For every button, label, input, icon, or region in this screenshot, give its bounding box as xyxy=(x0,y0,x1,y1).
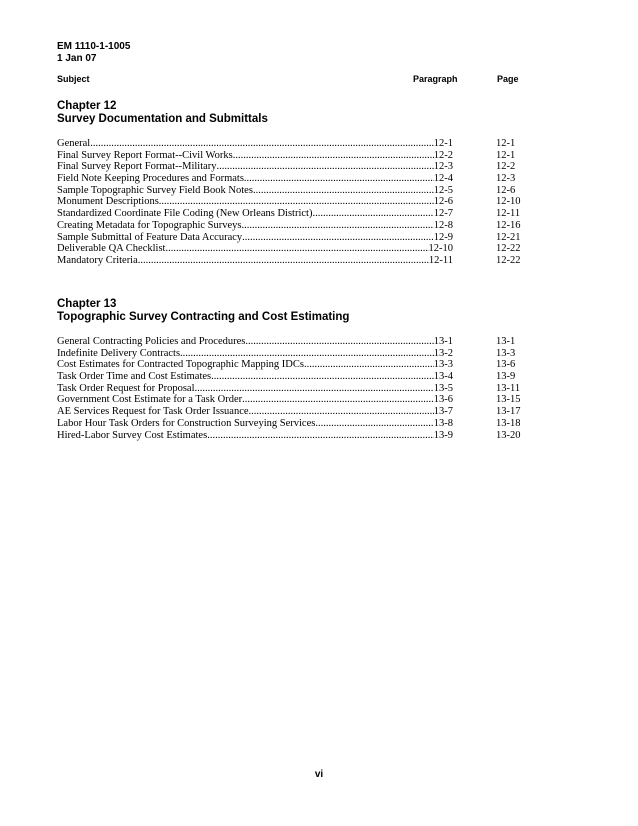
document-number: EM 1110-1-1005 xyxy=(57,41,131,52)
toc-entry xyxy=(57,220,527,232)
chapter-13-number: Chapter 13 xyxy=(57,298,117,310)
page-number: vi xyxy=(314,769,324,780)
toc-entry-paragraph: 13-8 xyxy=(433,417,453,429)
toc-entry-subject: Monument Descriptions xyxy=(57,196,159,208)
toc-entry xyxy=(57,243,527,255)
toc-entry-subject: Labor Hour Task Orders for Construction Surveying Services xyxy=(57,417,316,429)
toc-entry xyxy=(57,255,527,267)
toc-leader-dots xyxy=(315,418,433,430)
toc-entry-page: 12-3 xyxy=(496,173,516,185)
toc-leader-dots xyxy=(165,243,428,255)
toc-entry xyxy=(57,161,527,173)
toc-entry-page: 12-1 xyxy=(496,138,516,149)
chapter-12-number: Chapter 12 xyxy=(57,100,117,112)
toc-entry-subject: Standardized Coordinate File Coding (New Orleans District) xyxy=(57,208,313,220)
toc-entry-subject: Government Cost Estimate for a Task Order xyxy=(57,394,243,406)
toc-leader-dots xyxy=(242,220,434,232)
toc-leader-dots xyxy=(242,232,434,244)
toc-leader-dots xyxy=(217,161,434,173)
toc-entry-paragraph: 12-11 xyxy=(428,254,453,266)
toc-entry-paragraph: 12-9 xyxy=(433,231,453,243)
toc-entry xyxy=(57,336,527,348)
toc-entry-page: 12-22 xyxy=(496,243,521,255)
toc-entry-page: 13-1 xyxy=(496,336,516,347)
toc-entry-paragraph: 12-1 xyxy=(433,138,453,149)
toc-entry-subject: Sample Topographic Survey Field Book Notes xyxy=(57,184,253,196)
toc-entry-paragraph: 12-5 xyxy=(433,184,453,196)
chapter-13-title: Topographic Survey Contracting and Cost Estimating xyxy=(57,311,350,323)
toc-entry-subject: Final Survey Report Format--Civil Works xyxy=(57,149,233,161)
toc-entry-page: 13-15 xyxy=(496,394,521,406)
toc-entry-page: 13-9 xyxy=(496,371,516,383)
chapter-12-title: Survey Documentation and Submittals xyxy=(57,113,268,125)
toc-entry xyxy=(57,430,527,442)
toc-entry xyxy=(57,196,527,208)
toc-entry xyxy=(57,383,527,395)
toc-entry-page: 12-2 xyxy=(496,161,516,173)
toc-entry xyxy=(57,232,527,244)
toc-entry-page: 12-21 xyxy=(496,231,521,243)
toc-entry-paragraph: 13-7 xyxy=(433,406,453,418)
toc-entry-paragraph: 12-3 xyxy=(433,161,453,173)
toc-entry xyxy=(57,138,527,150)
toc-leader-dots xyxy=(90,138,434,150)
toc-entry-paragraph: 13-9 xyxy=(433,429,453,441)
toc-leader-dots xyxy=(253,185,434,197)
column-header-page: Page xyxy=(497,74,519,84)
toc-entry-paragraph: 12-2 xyxy=(433,149,453,161)
toc-entry xyxy=(57,359,527,371)
toc-entry-paragraph: 12-10 xyxy=(428,243,453,255)
toc-entry-paragraph: 13-4 xyxy=(433,371,453,383)
toc-entry-subject: Cost Estimates for Contracted Topographic Mapping IDCs xyxy=(57,359,304,371)
toc-entry-page: 13-11 xyxy=(496,382,521,394)
toc-entry xyxy=(57,406,527,418)
toc-entry-subject: Final Survey Report Format--Military xyxy=(57,161,217,173)
toc-entry xyxy=(57,173,527,185)
column-header-subject: Subject xyxy=(57,74,90,84)
toc-entry-subject: General xyxy=(57,138,91,149)
toc-leader-dots xyxy=(194,383,433,395)
toc-leader-dots xyxy=(180,348,434,360)
document-date: 1 Jan 07 xyxy=(57,53,97,64)
toc-entry xyxy=(57,208,527,220)
toc-entry-subject: Deliverable QA Checklist xyxy=(57,243,166,255)
toc-entry-page: 12-1 xyxy=(496,149,516,161)
toc-entry-page: 12-10 xyxy=(496,196,521,208)
toc-leader-dots xyxy=(138,255,429,267)
toc-leader-dots xyxy=(233,150,434,162)
toc-leader-dots xyxy=(244,173,434,185)
toc-leader-dots xyxy=(312,208,433,220)
toc-entry-page: 13-18 xyxy=(496,417,521,429)
toc-entry xyxy=(57,150,527,162)
toc-entry-paragraph: 12-6 xyxy=(433,196,453,208)
toc-leader-dots xyxy=(245,336,433,348)
toc-entry-subject: AE Services Request for Task Order Issuance xyxy=(57,406,249,418)
toc-entry-subject: Hired-Labor Survey Cost Estimates xyxy=(57,429,208,441)
toc-entry-subject: Indefinite Delivery Contracts xyxy=(57,347,181,359)
toc-entry xyxy=(57,371,527,383)
toc-entry-subject: General Contracting Policies and Procedures xyxy=(57,336,246,347)
toc-entry xyxy=(57,418,527,430)
toc-leader-dots xyxy=(242,394,434,406)
toc-entry-paragraph: 13-1 xyxy=(433,336,453,347)
toc-leader-dots xyxy=(211,371,434,383)
toc-entry-paragraph: 13-5 xyxy=(433,382,453,394)
toc-entry-subject: Sample Submittal of Feature Data Accuracy xyxy=(57,231,243,243)
toc-entry-subject: Mandatory Criteria xyxy=(57,254,138,266)
toc-entry-page: 12-22 xyxy=(496,254,521,266)
toc-entry-page: 12-11 xyxy=(496,208,521,220)
toc-leader-dots xyxy=(207,430,434,442)
toc-entry-subject: Field Note Keeping Procedures and Formats xyxy=(57,173,244,185)
toc-entry-page: 13-20 xyxy=(496,429,521,441)
toc-entry-paragraph: 13-2 xyxy=(433,347,453,359)
toc-leader-dots xyxy=(159,196,434,208)
toc-entry-page: 12-16 xyxy=(496,219,521,231)
toc-entry-page: 13-6 xyxy=(496,359,516,371)
toc-entry-paragraph: 12-8 xyxy=(433,219,453,231)
toc-entry-page: 13-17 xyxy=(496,406,521,418)
chapter-12-entries xyxy=(57,138,527,267)
toc-entry-paragraph: 12-7 xyxy=(433,208,453,220)
toc-entry xyxy=(57,348,527,360)
toc-entry-subject: Creating Metadata for Topographic Surveys xyxy=(57,219,242,231)
toc-entry-paragraph: 13-6 xyxy=(433,394,453,406)
toc-entry-page: 12-6 xyxy=(496,184,516,196)
toc-entry-paragraph: 13-3 xyxy=(433,359,453,371)
toc-leader-dots xyxy=(249,406,434,418)
chapter-13-entries xyxy=(57,336,527,441)
toc-entry-page: 13-3 xyxy=(496,347,516,359)
column-header-paragraph: Paragraph xyxy=(413,74,458,84)
toc-leader-dots xyxy=(304,359,434,371)
toc-entry xyxy=(57,394,527,406)
toc-entry-paragraph: 12-4 xyxy=(433,173,453,185)
toc-entry-subject: Task Order Request for Proposal xyxy=(57,382,195,394)
toc-entry xyxy=(57,185,527,197)
toc-entry-subject: Task Order Time and Cost Estimates xyxy=(57,371,212,383)
